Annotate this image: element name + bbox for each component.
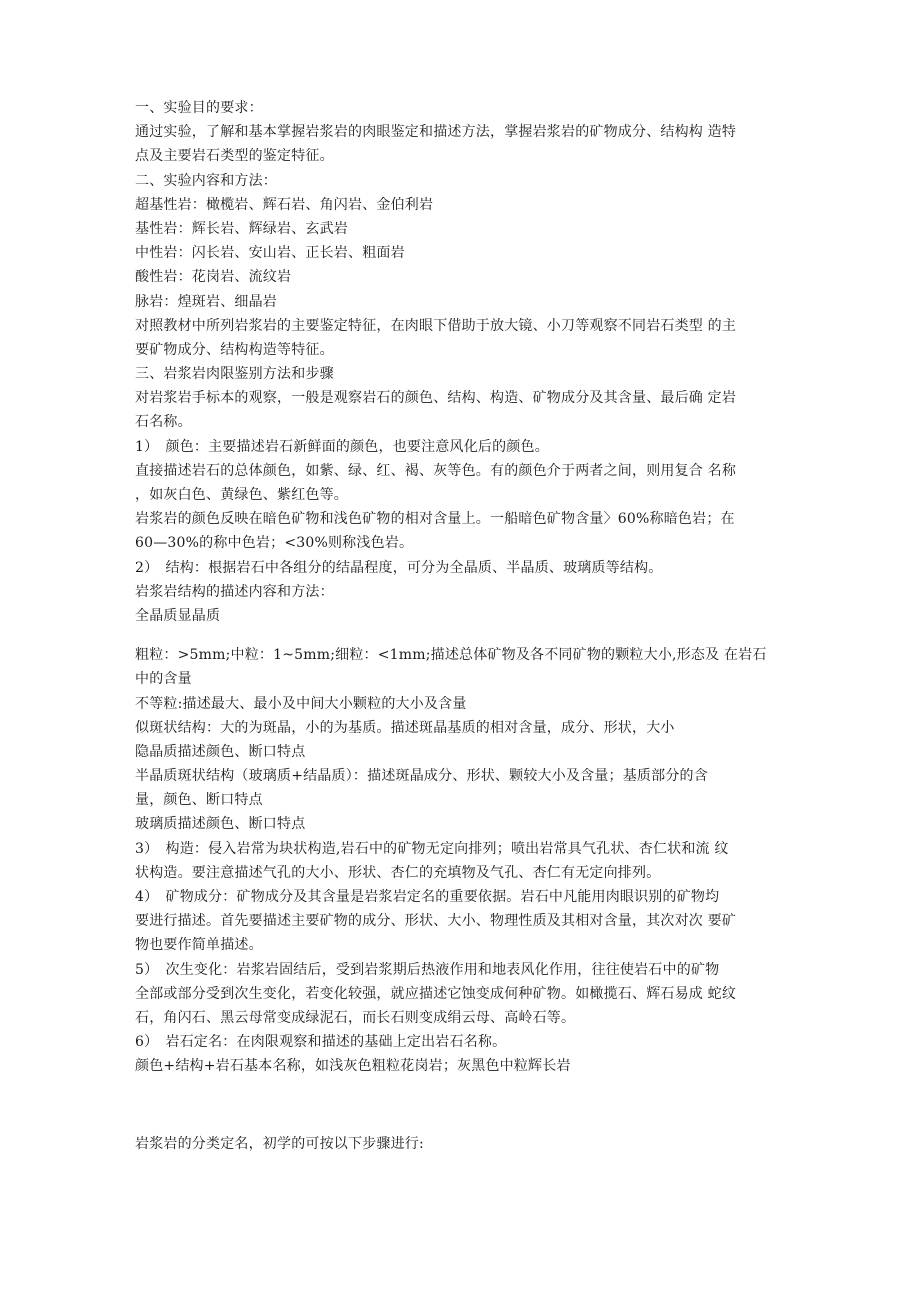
text-line: 通过实验，了解和基本掌握岩浆岩的肉眼鉴定和描述方法，掌握岩浆岩的矿物成分、结构构 造特 bbox=[135, 124, 737, 141]
text-line: 酸性岩：花岗岩、流纹岩 bbox=[135, 269, 292, 286]
text-line: 直接描述岩石的总体颜色，如紫、绿、红、褐、灰等色。有的颜色介于两者之间，则用复合 名称 bbox=[135, 462, 737, 479]
section-heading-2: 二、实验内容和方法： bbox=[135, 172, 277, 189]
text-line: 对岩浆岩手标本的观察，一般是观察岩石的颜色、结构、构造、矿物成分及其含量、最后确 定岩 bbox=[135, 390, 737, 407]
document-page bbox=[135, 96, 795, 1156]
text-line: 似斑状结构：大的为斑晶，小的为基质。描述斑晶基质的相对含量，成分、形状，大小 bbox=[135, 719, 675, 736]
text-line: 全晶质显晶质 bbox=[135, 607, 221, 624]
text-line: 颜色+结构+岩石基本名称，如浅灰色粗粒花岗岩；灰黑色中粒辉长岩 bbox=[135, 1058, 571, 1075]
text-line: 60—30%的称中色岩；<30%则称浅色岩。 bbox=[135, 535, 414, 552]
text-line: 粗粒：>5mm;中粒：1~5mm;细粒：<1mm;描述总体矿物及各不同矿物的颗粒大小,形态及 在岩石 bbox=[135, 647, 767, 664]
text-line: 玻璃质描述颜色、断口特点 bbox=[135, 816, 306, 833]
list-item-minerals: 4） 矿物成分：矿物成分及其含量是岩浆岩定名的重要依据。岩石中凡能用肉眼识别的矿物均 bbox=[135, 889, 720, 905]
text-line: 岩浆岩的分类定名，初学的可按以下步骤进行: bbox=[135, 1135, 424, 1152]
text-line: 全部或部分受到次生变化，若变化较强，就应描述它蚀变成何种矿物。如橄揽石、辉石易成 蛇纹 bbox=[135, 985, 737, 1002]
text-line: 超基性岩：橄榄岩、辉石岩、角闪岩、金伯利岩 bbox=[135, 196, 434, 213]
text-line: 脉岩：煌斑岩、细晶岩 bbox=[135, 293, 277, 310]
text-line: 物也要作简单描述。 bbox=[135, 937, 263, 954]
list-item-color: 1） 颜色：主要描述岩石新鲜面的颜色，也要注意风化后的颜色。 bbox=[135, 438, 549, 455]
text-line: 岩浆岩的颜色反映在暗色矿物和浅色矿物的相对含量上。一船暗色矿物含量〉60%称暗色岩；在 bbox=[135, 511, 735, 528]
text-line: 要矿物成分、结构构造等特征。 bbox=[135, 341, 334, 358]
list-item-structure: 3） 构造：侵入岩常为块状构造,岩石中的矿物无定向排列；喷出岩常具气孔状、杏仁状和流 纹 bbox=[135, 840, 729, 857]
text-line: 半晶质斑状结构（玻璃质+结晶质）：描述斑晶成分、形状、颗较大小及含量；基质部分的含 bbox=[135, 768, 708, 785]
text-line: 岩浆岩结构的描述内容和方法： bbox=[135, 583, 334, 600]
text-line: 隐晶质描述颜色、断口特点 bbox=[135, 743, 306, 760]
text-line: 基性岩：辉长岩、辉绿岩、玄武岩 bbox=[135, 220, 348, 237]
text-line: 对照教材中所列岩浆岩的主要鉴定特征，在肉眼下借助于放大镜、小刀等观察不同岩石类型 的主 bbox=[135, 317, 737, 334]
text-line: 石，角闪石、黑云母常变成绿泥石，而长石则变成绢云母、高岭石等。 bbox=[135, 1009, 576, 1026]
section-heading-1: 一、实验目的要求： bbox=[135, 100, 263, 116]
text-line: 要进行描述。首先要描述主要矿物的成分、形状、大小、物理性质及其相对含量，其次对次 要矿 bbox=[135, 913, 737, 930]
text-line: 不等粒:描述最大、最小及中间大小颗粒的大小及含量 bbox=[135, 695, 467, 712]
text-line: 石名称。 bbox=[135, 414, 192, 431]
list-item-naming: 6） 岩石定名：在肉限观察和描述的基础上定出岩石名称。 bbox=[135, 1034, 507, 1051]
text-line: 状构造。要注意描述气孔的大小、形状、杏仁的充填物及气孔、杏仁有无定向排列。 bbox=[135, 864, 661, 881]
list-item-alteration: 5） 次生变化：岩浆岩固结后，受到岩浆期后热液作用和地表风化作用，往往使岩石中的矿物 bbox=[135, 961, 720, 978]
text-line: ，如灰白色、黄绿色、紫红色等。 bbox=[135, 487, 348, 503]
text-line: 中的含量 bbox=[135, 671, 192, 688]
text-line: 量，颜色、断口特点 bbox=[135, 792, 263, 809]
text-line: 点及主要岩石类型的鉴定特征。 bbox=[135, 148, 334, 165]
list-item-texture: 2） 结构：根据岩石中各组分的结晶程度，可分为全晶质、半晶质、玻璃质等结构。 bbox=[135, 559, 663, 576]
section-heading-3: 三、岩浆岩肉限鉴别方法和步骤 bbox=[135, 366, 334, 383]
text-line: 中性岩：闪长岩、安山岩、正长岩、粗面岩 bbox=[135, 245, 405, 262]
